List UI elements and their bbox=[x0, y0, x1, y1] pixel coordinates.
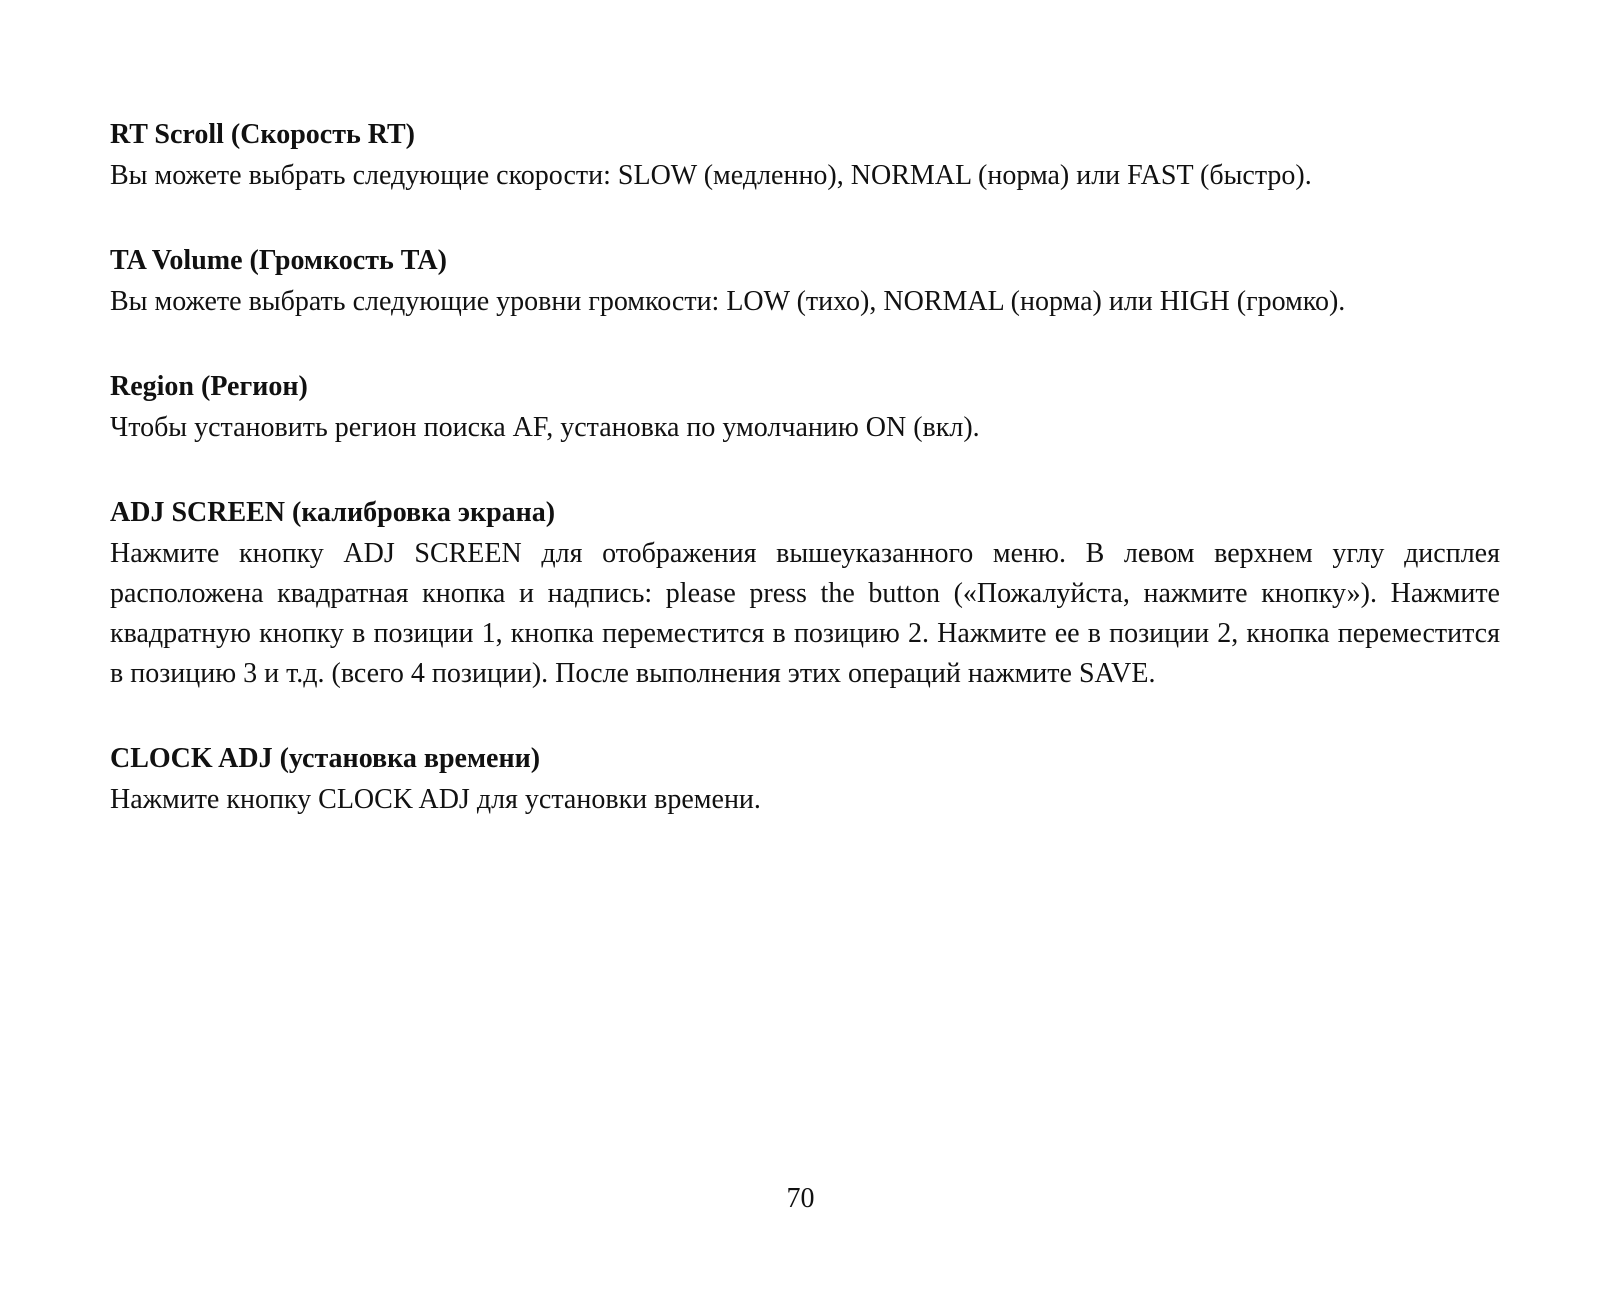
section-heading: ADJ SCREEN (калибровка экрана) bbox=[110, 497, 556, 528]
section-heading: TA Volume (Громкость TA) bbox=[110, 245, 447, 276]
section-body: Нажмите кнопку ADJ SCREEN для отображения вышеуказанного меню. В левом верхнем углу дисплея расположена квадратная кнопка и надпись: please press the button («Пожалуйста, нажмите кнопку»). Нажмите квадратную кнопку в позиции 1, кнопка переместится в позицию 2. Нажмите ее в позиции 2, кнопка переместится в позицию 3 и т.д. (всего 4 позиции). После выполнения этих операций нажмите SAVE. bbox=[110, 538, 1500, 689]
section-body: Вы можете выбрать следующие скорости: SLOW (медленно), NORMAL (норма) или FAST (быстро). bbox=[110, 160, 1312, 191]
page-number: 70 bbox=[786, 1183, 815, 1214]
section-clock-adj bbox=[110, 738, 1500, 820]
section-rt-scroll bbox=[110, 114, 1500, 196]
section-heading: RT Scroll (Скорость RT) bbox=[110, 119, 415, 150]
section-heading: CLOCK ADJ (установка времени) bbox=[110, 743, 541, 774]
section-heading: Region (Регион) bbox=[110, 371, 308, 402]
section-body: Вы можете выбрать следующие уровни громкости: LOW (тихо), NORMAL (норма) или HIGH (громко). bbox=[110, 286, 1346, 317]
section-adj-screen bbox=[110, 492, 1500, 694]
section-region bbox=[110, 366, 1500, 448]
section-body: Чтобы установить регион поиска AF, установка по умолчанию ON (вкл). bbox=[110, 412, 980, 443]
document-page bbox=[110, 114, 1500, 864]
section-ta-volume bbox=[110, 240, 1500, 322]
section-body: Нажмите кнопку CLOCK ADJ для установки времени. bbox=[110, 784, 761, 815]
